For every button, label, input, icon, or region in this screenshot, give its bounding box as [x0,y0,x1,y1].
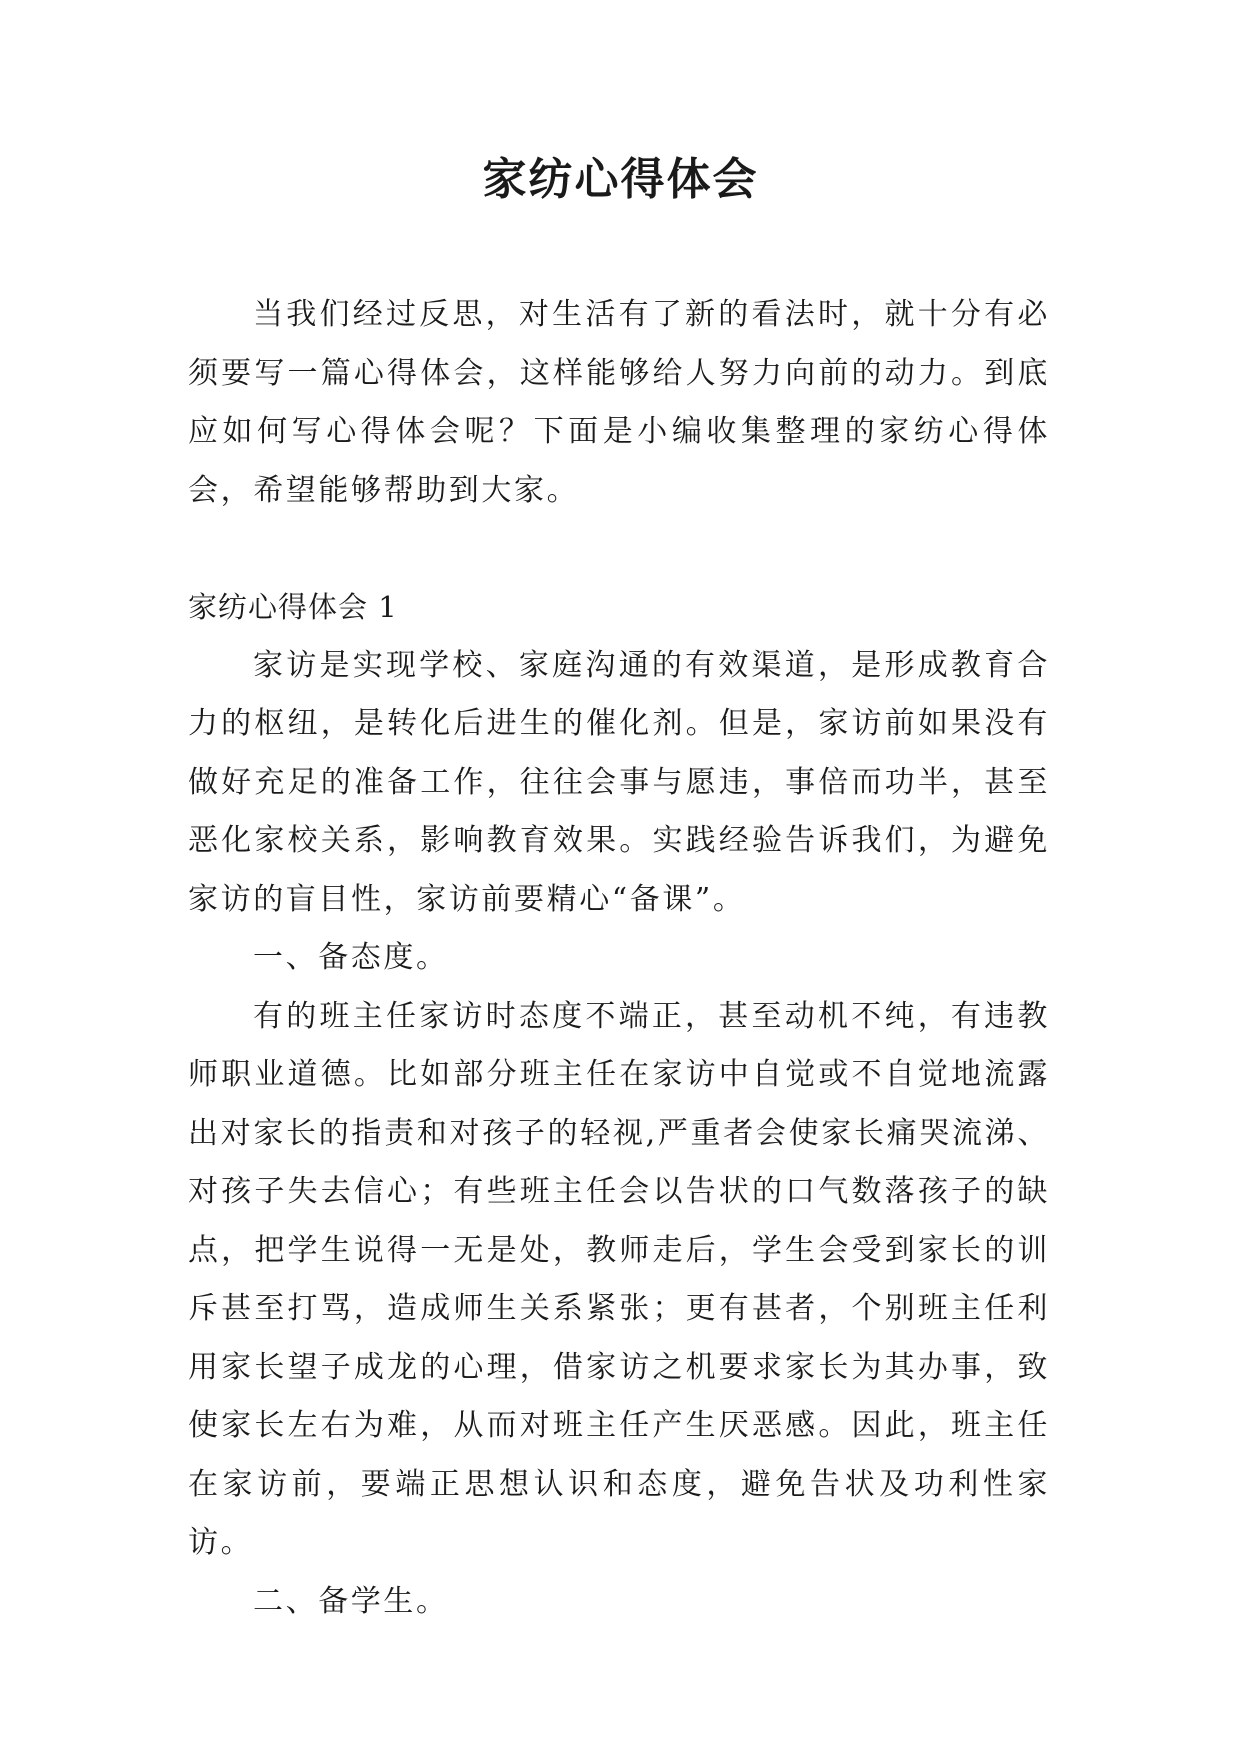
body-paragraph: 家访是实现学校、家庭沟通的有效渠道，是形成教育合力的枢纽，是转化后进生的催化剂。但是，家访前如果没有做好充足的准备工作，往往会事与愿违，事倍而功半，甚至恶化家校关系，影响教育效果。实践经验告诉我们，为避免家访的盲目性，家访前要精心“备课”。 [188,647,1050,917]
document-title: 家纺心得体会 [482,154,759,205]
body-paragraph: 有的班主任家访时态度不端正，甚至动机不纯，有违教师职业道德。比如部分班主任在家访中自觉或不自觉地流露出对家长的指责和对孩子的轻视,严重者会使家长痛哭流涕、对孩子失去信心；有些班主任会以告状的口气数落孩子的缺点，把学生说得一无是处，教师走后，学生会受到家长的训斥甚至打骂，造成师生关系紧张；更有甚者，个别班主任利用家长望子成龙的心理，借家访之机要求家长为其办事，致使家长左右为难，从而对班主任产生厌恶感。因此，班主任在家访前，要端正思想认识和态度，避免告状及功利性家访。 [188,998,1050,1560]
section-heading: 家纺心得体会 1 [188,590,398,624]
document-body [188,286,1050,1631]
subheading-paragraph: 一、备态度。 [253,940,449,975]
paragraph-spacer [188,520,1050,578]
subheading-paragraph: 二、备学生。 [253,1583,449,1619]
intro-paragraph: 当我们经过反思，对生活有了新的看法时，就十分有必须要写一篇心得体会，这样能够给人努力向前的动力。到底应如何写心得体会呢？下面是小编收集整理的家纺心得体会，希望能够帮助到大家。 [188,297,1050,508]
